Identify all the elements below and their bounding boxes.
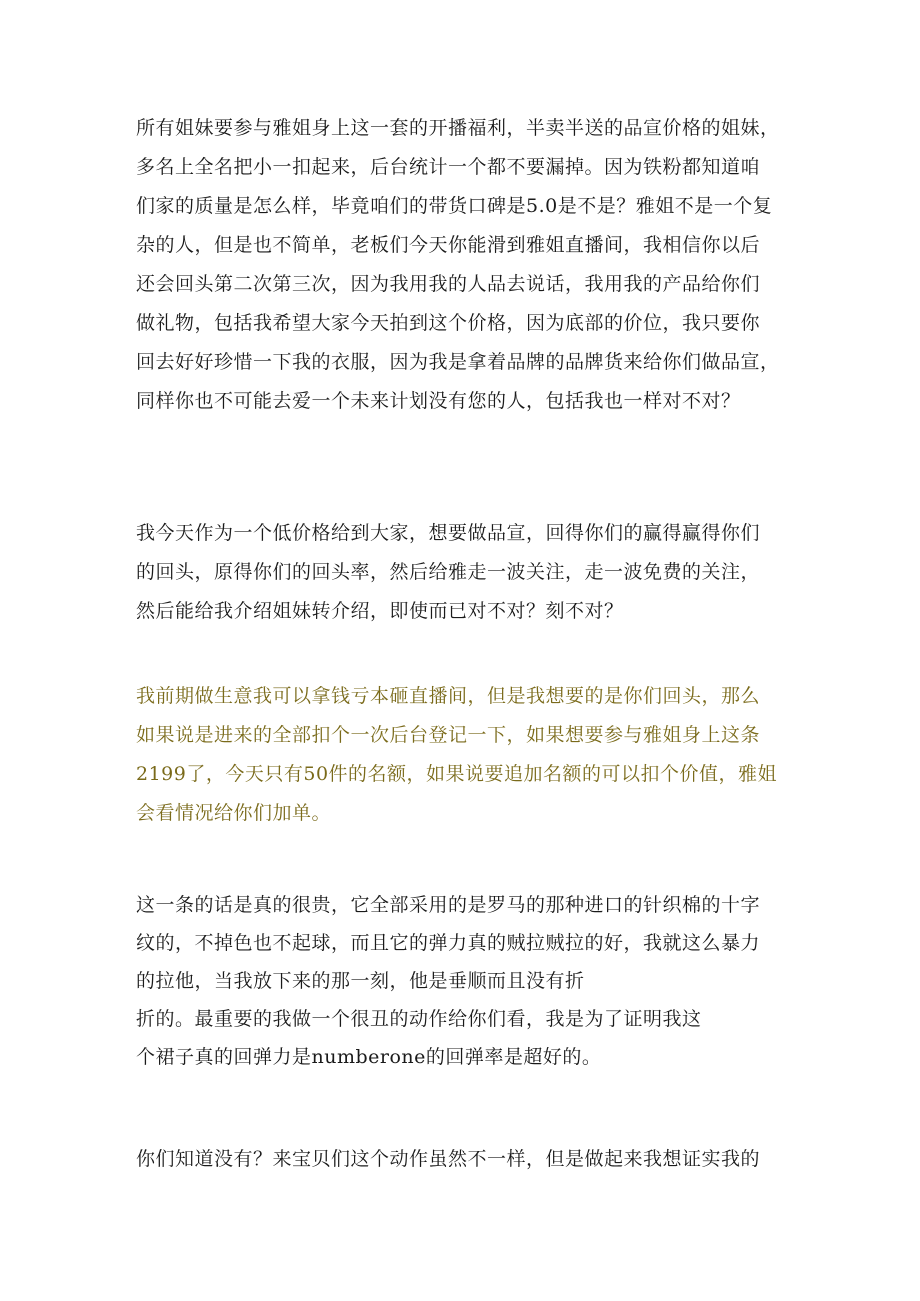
text-line: 多名上全名把小一扣起来，后台统计一个都不要漏掉。因为铁粉都知道咱 [136, 156, 761, 178]
paragraph-5 [136, 1140, 796, 1179]
text-line: 的回头，原得你们的回头率，然后给雅走一波关注，走一波免费的关注， [136, 561, 761, 583]
text-line: 个裙子真的回弹力是numberone的回弹率是超好的。 [136, 1046, 602, 1068]
text-line: 们家的质量是怎么样，毕竟咱们的带货口碑是5.0是不是？雅姐不是一个复 [136, 195, 773, 217]
paragraph-2 [136, 514, 796, 631]
text-line: 同样你也不可能去爱一个未来计划没有您的人，包括我也一样对不对？ [136, 390, 741, 412]
text-line: 杂的人，但是也不简单，老板们今天你能滑到雅姐直播间，我相信你以后 [136, 234, 761, 256]
paragraph-4 [136, 886, 796, 1076]
paragraph-3-highlighted [136, 677, 796, 833]
text-line: 回去好好珍惜一下我的衣服，因为我是拿着品牌的品牌货来给你们做品宣， [136, 351, 780, 373]
text-line: 折的。最重要的我做一个很丑的动作给你们看，我是为了证明我这 [136, 1008, 702, 1030]
text-line: 这一条的话是真的很贵，它全部采用的是罗马的那种进口的针织棉的十字 [136, 894, 761, 916]
text-line: 如果说是进来的全部扣个一次后台登记一下，如果想要参与雅姐身上这条 [136, 724, 761, 746]
text-line: 所有姐妹要参与雅姐身上这一套的开播福利，半卖半送的品宣价格的姐妹， [136, 117, 780, 139]
paragraph-1 [136, 109, 796, 421]
text-line: 会看情况给你们加单。 [136, 802, 332, 824]
text-line: 然后能给我介绍姐妹转介绍，即使而已对不对？刻不对？ [136, 600, 624, 622]
text-line: 2199了，今天只有50件的名额，如果说要追加名额的可以扣个价值，雅姐 [136, 763, 778, 785]
text-line: 做礼物，包括我希望大家今天拍到这个价格，因为底部的价位，我只要你 [136, 312, 761, 334]
text-line: 的拉他，当我放下来的那一刻，他是垂顺而且没有折 [136, 970, 585, 992]
text-line: 我前期做生意我可以拿钱亏本砸直播间，但是我想要的是你们回头，那么 [136, 685, 761, 707]
text-line: 我今天作为一个低价格给到大家，想要做品宣，回得你们的赢得赢得你们 [136, 522, 761, 544]
text-line: 你们知道没有？来宝贝们这个动作虽然不一样，但是做起来我想证实我的 [136, 1148, 761, 1170]
text-line: 还会回头第二次第三次，因为我用我的人品去说话，我用我的产品给你们 [136, 273, 761, 295]
text-line: 纹的，不掉色也不起球，而且它的弹力真的贼拉贼拉的好，我就这么暴力 [136, 932, 761, 954]
